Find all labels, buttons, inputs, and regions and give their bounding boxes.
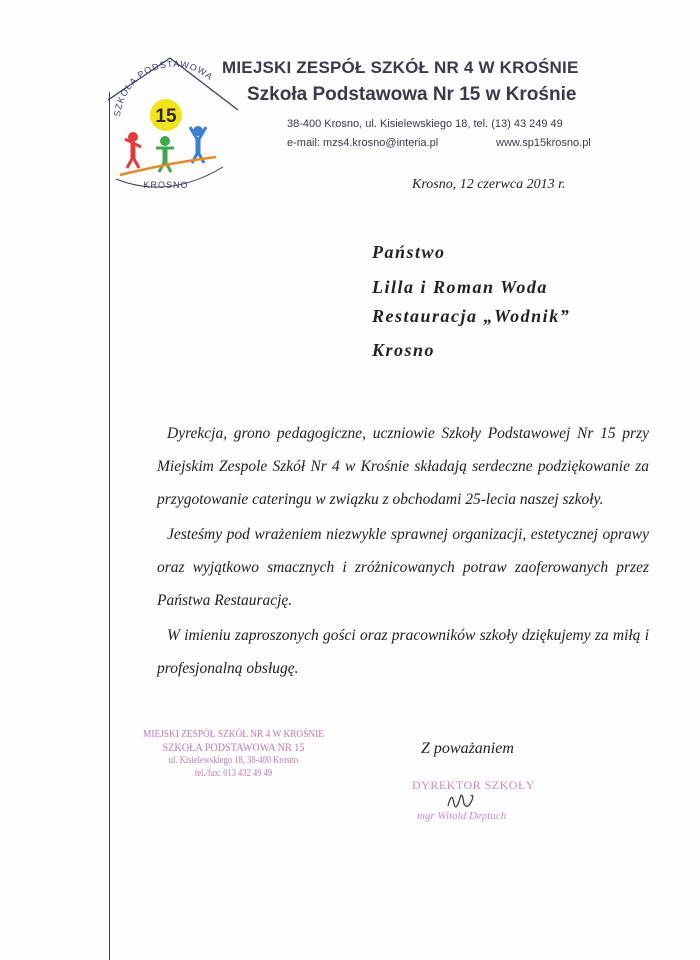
header-email: e-mail: mzs4.krosno@interia.pl [287,137,439,149]
recipient-line-2: Lilla i Roman Woda [372,277,548,297]
letter-date: Krosno, 12 czerwca 2013 r. [412,177,566,192]
director-name: mgr Witold Deptuch [417,810,507,822]
logo-number: 15 [155,106,177,127]
school-stamp [140,728,327,780]
stamp-line-3: ul. Kisielewskiego 18, 38-400 Krosno [168,755,299,766]
header-address: 38-400 Krosno, ul. Kisielewskiego 18, tel. (13) 43 249 49 [287,118,563,130]
recipient-line-3: Restauracja „Wodnik” [372,306,571,326]
director-title: DYREKTOR SZKOŁY [412,778,535,792]
recipient-line-4: Krosno [372,340,436,360]
header-title-2: Szkoła Podstawowa Nr 15 w Krośnie [247,84,577,105]
body-paragraph-2: Jesteśmy pod wrażeniem niezwykle sprawnej organizacji, estetycznej oprawy oraz wyjątkowo smacznych i zróżnicowanych potraw zaoferowanych przez Państwa Restaurację. [157,526,649,609]
logo-bottom-text: KROSNO [143,180,189,190]
stamp-line-1: MIEJSKI ZESPÓŁ SZKÓŁ NR 4 W KROŚNIE [143,728,324,740]
stamp-line-4: tel./fax: 013 432 49 49 [194,768,273,779]
margin-line [109,92,110,960]
logo-arc-text: SZKOŁA PODSTAWOWA [111,58,216,118]
body-paragraph-3: W imieniu zaproszonych gości oraz pracowników szkoły dziękujemy za miłą i profesjonalną obsługę. [157,627,649,677]
figure-red [125,132,141,168]
header-website: www.sp15krosno.pl [496,137,591,149]
header-title-1: MIEJSKI ZESPÓŁ SZKÓŁ NR 4 W KROŚNIE [222,58,579,77]
stamp-line-2: SZKOŁA PODSTAWOWA NR 15 [162,740,305,754]
body-paragraph-1: Dyrekcja, grono pedagogiczne, uczniowie Szkoły Podstawowej Nr 15 przy Miejskim Zespole Szkół Nr 4 w Krośnie składają serdeczne podziękowanie za przygotowanie cateringu w związku z obchodami 25-lecia naszej szkoły. [157,425,649,508]
letter-body [157,417,649,687]
closing: Z poważaniem [421,740,514,757]
recipient-line-1: Państwo [372,242,446,262]
